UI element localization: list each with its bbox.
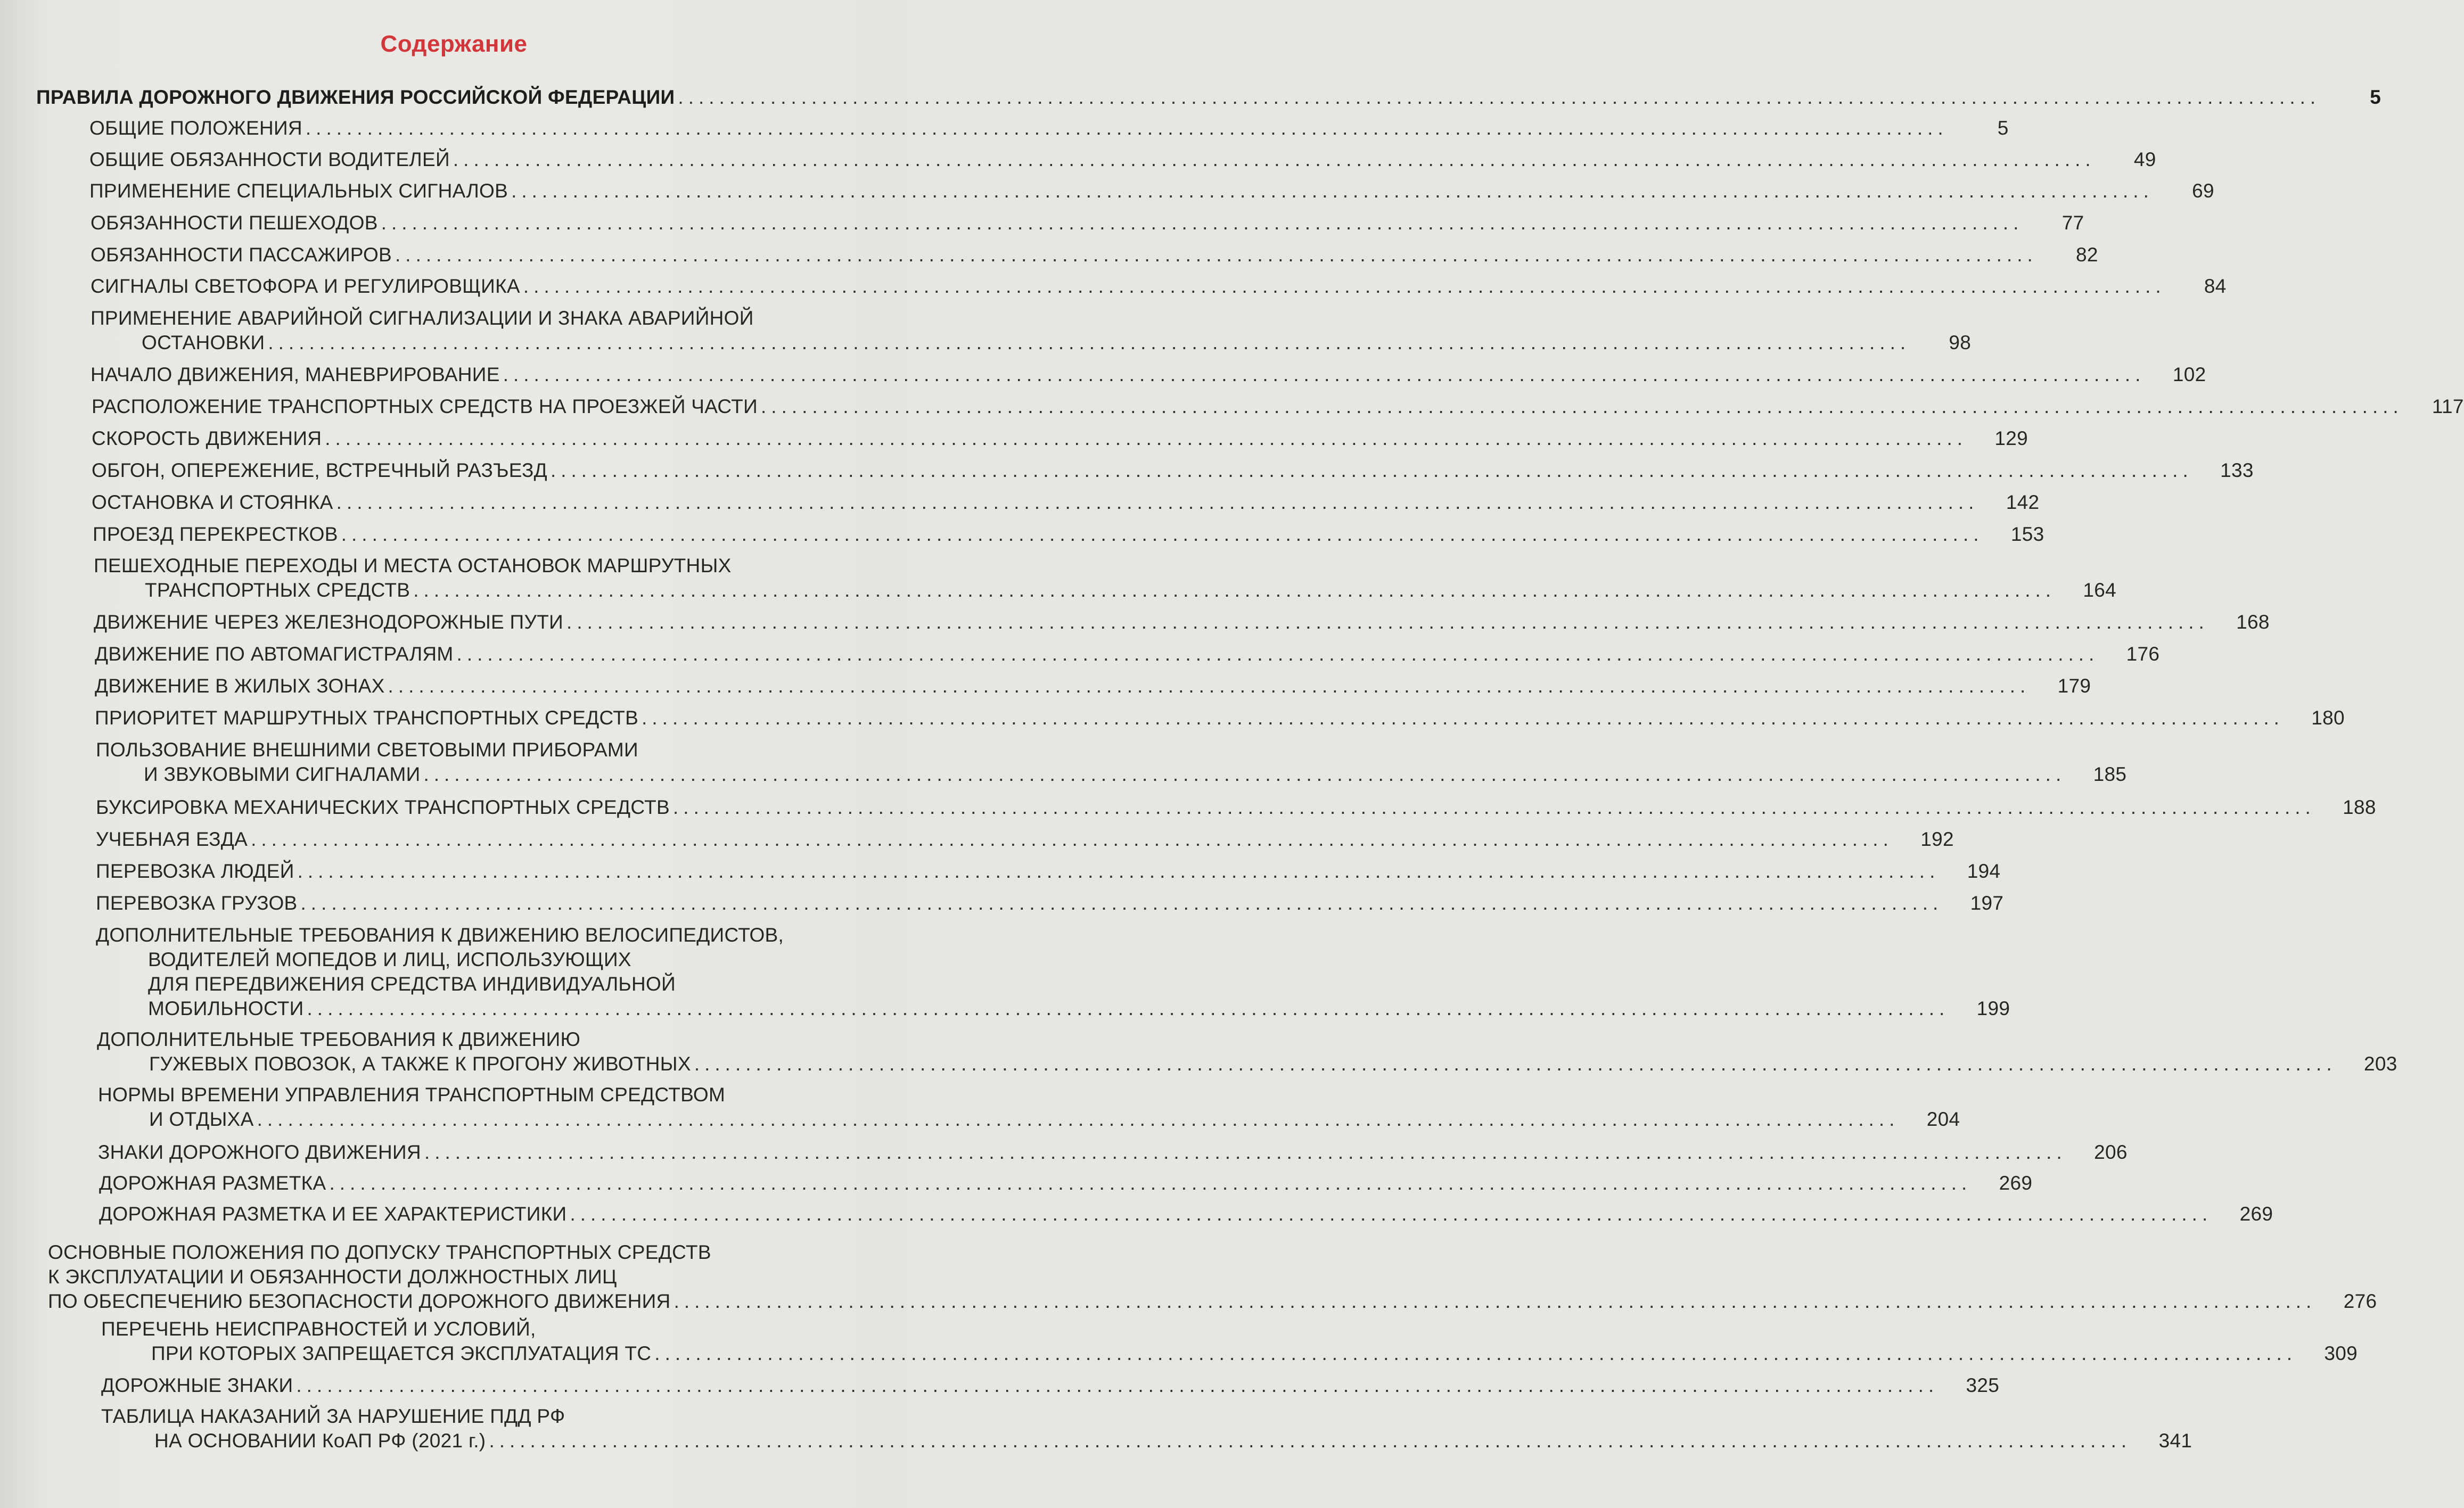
toc-page-number: 197 [1970, 892, 2004, 914]
toc-page-number: 192 [1920, 828, 1954, 850]
dot-leader: ................................................................................................................................................................ [456, 643, 2099, 665]
toc-entry-text: ОБЯЗАННОСТИ ПЕШЕХОДОВ [91, 212, 378, 234]
toc-entry [98, 1140, 2128, 1165]
toc-page-number: 49 [2133, 149, 2156, 170]
toc-entry-text: ОСТАНОВКА И СТОЯНКА [92, 491, 333, 513]
toc-entry [96, 795, 2376, 820]
toc-page-number: 325 [1966, 1374, 2000, 1396]
toc-entry [95, 674, 2091, 698]
dot-leader: ................................................................................................................................................................ [654, 1342, 2297, 1364]
toc-entry [99, 1202, 2273, 1226]
toc-entry-text: ПЕРЕВОЗКА ГРУЗОВ [96, 892, 298, 914]
toc-entry-text: ПОЛЬЗОВАНИЕ ВНЕШНИМИ СВЕТОВЫМИ ПРИБОРАМИ [96, 739, 638, 761]
toc-entry-text: ДВИЖЕНИЕ ПО АВТОМАГИСТРАЛЯМ [95, 643, 454, 665]
toc-entry-text: ПЕШЕХОДНЫЕ ПЕРЕХОДЫ И МЕСТА ОСТАНОВОК МАРШРУТНЫХ [94, 555, 732, 576]
toc-entry-text: ДЛЯ ПЕРЕДВИЖЕНИЯ СРЕДСТВА ИНДИВИДУАЛЬНОЙ [148, 973, 676, 995]
toc-entry-text: ТАБЛИЦА НАКАЗАНИЙ ЗА НАРУШЕНИЕ ПДД РФ [101, 1405, 565, 1427]
toc-page-number: 168 [2236, 611, 2270, 633]
dot-leader: ................................................................................................................................................................ [523, 275, 2166, 297]
toc-entry [96, 827, 1954, 852]
dot-leader: ................................................................................................................................................................ [388, 675, 2031, 697]
toc-entry [89, 116, 2009, 141]
toc-page-number: 5 [1997, 117, 2009, 139]
toc-page-number: 133 [2220, 459, 2254, 481]
dot-leader: ................................................................................................................................................................ [341, 523, 1984, 545]
toc-page-number: 188 [2343, 796, 2376, 818]
toc-entry-text: МОБИЛЬНОСТИ [148, 998, 304, 1019]
toc-entry-text: ДОРОЖНАЯ РАЗМЕТКА [99, 1172, 326, 1194]
dot-leader: ................................................................................................................................................................ [489, 1430, 2132, 1452]
toc-page-number: 77 [2061, 212, 2084, 234]
dot-leader: ................................................................................................................................................................ [674, 1290, 2317, 1312]
toc-entry [96, 859, 2001, 884]
toc-page-number: 194 [1967, 860, 2001, 882]
dot-leader: ................................................................................................................................................................ [642, 707, 2284, 729]
toc-entry-text: ДОРОЖНАЯ РАЗМЕТКА И ЕЕ ХАРАКТЕРИСТИКИ [99, 1203, 567, 1225]
toc-page-number: 98 [1949, 332, 1972, 353]
toc-entry [92, 394, 2464, 419]
toc-page-number: 185 [2093, 763, 2127, 785]
toc-entry [92, 426, 2028, 451]
toc-entry [36, 85, 2381, 110]
toc-page-number: 199 [1976, 998, 2010, 1019]
dot-leader: ................................................................................................................................................................ [423, 763, 2066, 785]
toc-entry-text: ДОПОЛНИТЕЛЬНЫЕ ТРЕБОВАНИЯ К ДВИЖЕНИЮ [97, 1028, 581, 1050]
dot-leader: ................................................................................................................................................................ [307, 998, 1950, 1019]
toc-page-number: 102 [2172, 364, 2206, 385]
toc-page-number: 179 [2057, 675, 2091, 697]
dot-leader: ................................................................................................................................................................ [424, 1141, 2067, 1163]
page-title: Содержание [380, 31, 528, 57]
toc-entry [91, 306, 1972, 355]
toc-page-number: 341 [2158, 1430, 2192, 1452]
toc-page-number: 164 [2083, 579, 2117, 601]
dot-leader: ................................................................................................................................................................ [413, 579, 2056, 601]
dot-leader: ................................................................................................................................................................ [511, 180, 2154, 202]
toc-entry-text: ПО ОБЕСПЕЧЕНИЮ БЕЗОПАСНОСТИ ДОРОЖНОГО ДВИЖЕНИЯ [48, 1290, 671, 1312]
toc-entry-text: СКОРОСТЬ ДВИЖЕНИЯ [92, 427, 322, 449]
toc-entry-text: ОСНОВНЫЕ ПОЛОЖЕНИЯ ПО ДОПУСКУ ТРАНСПОРТНЫХ СРЕДСТВ [48, 1241, 711, 1263]
toc-entry-text: БУКСИРОВКА МЕХАНИЧЕСКИХ ТРАНСПОРТНЫХ СРЕДСТВ [96, 796, 670, 818]
dot-leader: ................................................................................................................................................................ [251, 828, 1893, 850]
toc-page-number: 206 [2094, 1141, 2128, 1163]
toc-entry-text: ПРАВИЛА ДОРОЖНОГО ДВИЖЕНИЯ РОССИЙСКОЙ ФЕДЕРАЦИИ [36, 86, 675, 108]
toc-page-number: 309 [2324, 1342, 2358, 1364]
toc-page-number: 129 [1994, 427, 2028, 449]
toc-entry [93, 522, 2044, 547]
toc-entry-text: ОБЩИЕ ПОЛОЖЕНИЯ [89, 117, 302, 139]
toc-entry [98, 1083, 1960, 1132]
toc-entry [101, 1373, 2000, 1398]
toc-page-number: 153 [2010, 523, 2044, 545]
toc-entry-text: ГУЖЕВЫХ ПОВОЗОК, А ТАКЖЕ К ПРОГОНУ ЖИВОТНЫХ [149, 1053, 691, 1075]
toc-entry [91, 274, 2227, 299]
toc-entry-text: ПЕРЕВОЗКА ЛЮДЕЙ [96, 860, 294, 882]
dot-leader: ................................................................................................................................................................ [570, 1203, 2213, 1225]
toc-entry-text: И ЗВУКОВЫМИ СИГНАЛАМИ [144, 763, 421, 785]
dot-leader: ................................................................................................................................................................ [305, 117, 1948, 139]
toc-entry-text: ПРИМЕНЕНИЕ АВАРИЙНОЙ СИГНАЛИЗАЦИИ И ЗНАКА АВАРИЙНОЙ [91, 307, 754, 329]
toc-entry-text: ОСТАНОВКИ [142, 332, 265, 353]
toc-entry [89, 179, 2214, 203]
toc-entry [96, 923, 2010, 1021]
toc-entry [91, 211, 2084, 235]
toc-entry-text: ПРИМЕНЕНИЕ СПЕЦИАЛЬНЫХ СИГНАЛОВ [89, 180, 508, 202]
toc-entry-text: РАСПОЛОЖЕНИЕ ТРАНСПОРТНЫХ СРЕДСТВ НА ПРОЕЗЖЕЙ ЧАСТИ [92, 395, 758, 417]
toc-entry-text: ПРОЕЗД ПЕРЕКРЕСТКОВ [93, 523, 338, 545]
toc-page-number: 176 [2126, 643, 2160, 665]
toc-entry-text: ОБЯЗАННОСТИ ПАССАЖИРОВ [91, 244, 392, 266]
toc-entry [95, 706, 2345, 730]
toc-entry-text: ПРИ КОТОРЫХ ЗАПРЕЩАЕТСЯ ЭКСПЛУАТАЦИЯ ТС [151, 1342, 652, 1364]
toc-entry-text: ДОПОЛНИТЕЛЬНЫЕ ТРЕБОВАНИЯ К ДВИЖЕНИЮ ВЕЛОСИПЕДИСТОВ, [96, 924, 784, 946]
toc-entry-text: ПРИОРИТЕТ МАРШРУТНЫХ ТРАНСПОРТНЫХ СРЕДСТВ [95, 707, 639, 729]
toc-entry-text: И ОТДЫХА [149, 1108, 254, 1130]
dot-leader: ................................................................................................................................................................ [566, 611, 2209, 633]
toc-entry [91, 362, 2206, 387]
toc-entry-text: СИГНАЛЫ СВЕТОФОРА И РЕГУЛИРОВЩИКА [91, 275, 520, 297]
dot-leader: ................................................................................................................................................................ [257, 1108, 1900, 1130]
toc-page-number: 142 [2006, 491, 2040, 513]
toc-page-number: 269 [2239, 1203, 2273, 1225]
dot-leader: ................................................................................................................................................................ [268, 332, 1911, 353]
toc-page-number: 276 [2343, 1290, 2377, 1312]
toc-entry [92, 458, 2254, 483]
dot-leader: ................................................................................................................................................................ [694, 1053, 2337, 1075]
toc-entry-text: ЗНАКИ ДОРОЖНОГО ДВИЖЕНИЯ [98, 1141, 421, 1163]
toc-page-number: 203 [2363, 1053, 2397, 1075]
toc-entry-text: ОБЩИЕ ОБЯЗАННОСТИ ВОДИТЕЛЕЙ [89, 149, 450, 170]
toc-entry-text: ВОДИТЕЛЕЙ МОПЕДОВ И ЛИЦ, ИСПОЛЬЗУЮЩИХ [148, 949, 631, 970]
dot-leader: ................................................................................................................................................................ [673, 796, 2315, 818]
toc-entry-text: ПЕРЕЧЕНЬ НЕИСПРАВНОСТЕЙ И УСЛОВИЙ, [101, 1318, 536, 1340]
dot-leader: ................................................................................................................................................................ [453, 149, 2096, 170]
dot-leader: ................................................................................................................................................................ [325, 427, 1968, 449]
toc-entry [48, 1240, 2377, 1314]
toc-entry [96, 891, 2004, 916]
toc-entry [96, 738, 2127, 787]
dot-leader: ................................................................................................................................................................ [336, 491, 1979, 513]
toc-entry [89, 147, 2156, 172]
toc-entry-text: ОБГОН, ОПЕРЕЖЕНИЕ, ВСТРЕЧНЫЙ РАЗЪЕЗД [92, 459, 547, 481]
toc-entry-text: ТРАНСПОРТНЫХ СРЕДСТВ [145, 579, 410, 601]
toc-entry-text: ДОРОЖНЫЕ ЗНАКИ [101, 1374, 293, 1396]
toc-entry-text: ДВИЖЕНИЕ В ЖИЛЫХ ЗОНАХ [95, 675, 385, 697]
toc-page-number: 180 [2311, 707, 2345, 729]
toc-entry [97, 1027, 2397, 1076]
toc-entry [101, 1317, 2358, 1366]
toc-page-number: 84 [2204, 275, 2227, 297]
toc-entry [101, 1404, 2192, 1453]
dot-leader: ................................................................................................................................................................ [550, 459, 2193, 481]
toc-page-number: 82 [2076, 244, 2098, 266]
dot-leader: ................................................................................................................................................................ [503, 364, 2146, 385]
dot-leader: ................................................................................................................................................................ [381, 212, 2024, 234]
dot-leader: ................................................................................................................................................................ [296, 1374, 1939, 1396]
dot-leader: ................................................................................................................................................................ [300, 892, 1943, 914]
toc-entry [91, 243, 2098, 267]
dot-leader: ................................................................................................................................................................ [297, 860, 1940, 882]
toc-page-number: 117 [2432, 395, 2464, 417]
toc-page-number: 269 [1999, 1172, 2033, 1194]
toc-page-number: 204 [1926, 1108, 1960, 1130]
dot-leader: ................................................................................................................................................................ [395, 244, 2038, 266]
toc-entry-text: ДВИЖЕНИЕ ЧЕРЕЗ ЖЕЛЕЗНОДОРОЖНЫЕ ПУТИ [94, 611, 564, 633]
toc-entry-text: НОРМЫ ВРЕМЕНИ УПРАВЛЕНИЯ ТРАНСПОРТНЫМ СРЕДСТВОМ [98, 1084, 726, 1106]
toc-entry-text: НАЧАЛО ДВИЖЕНИЯ, МАНЕВРИРОВАНИЕ [91, 364, 500, 385]
toc-entry [92, 490, 2040, 515]
dot-leader: ................................................................................................................................................................ [329, 1172, 1972, 1194]
toc-page-number: 5 [2370, 86, 2381, 108]
toc-entry [99, 1171, 2033, 1196]
dot-leader: ................................................................................................................................................................ [678, 86, 2321, 108]
toc-entry [94, 610, 2270, 634]
toc-entry [94, 554, 2117, 603]
toc-entry [95, 642, 2160, 666]
toc-entry-text: К ЭКСПЛУАТАЦИИ И ОБЯЗАННОСТИ ДОЛЖНОСТНЫХ ЛИЦ [48, 1266, 617, 1288]
dot-leader: ................................................................................................................................................................ [761, 395, 2403, 417]
toc-page-number: 69 [2192, 180, 2214, 202]
toc-entry-text: УЧЕБНАЯ ЕЗДА [96, 828, 248, 850]
toc-entry-text: НА ОСНОВАНИИ КоАП РФ (2021 г.) [154, 1430, 486, 1452]
